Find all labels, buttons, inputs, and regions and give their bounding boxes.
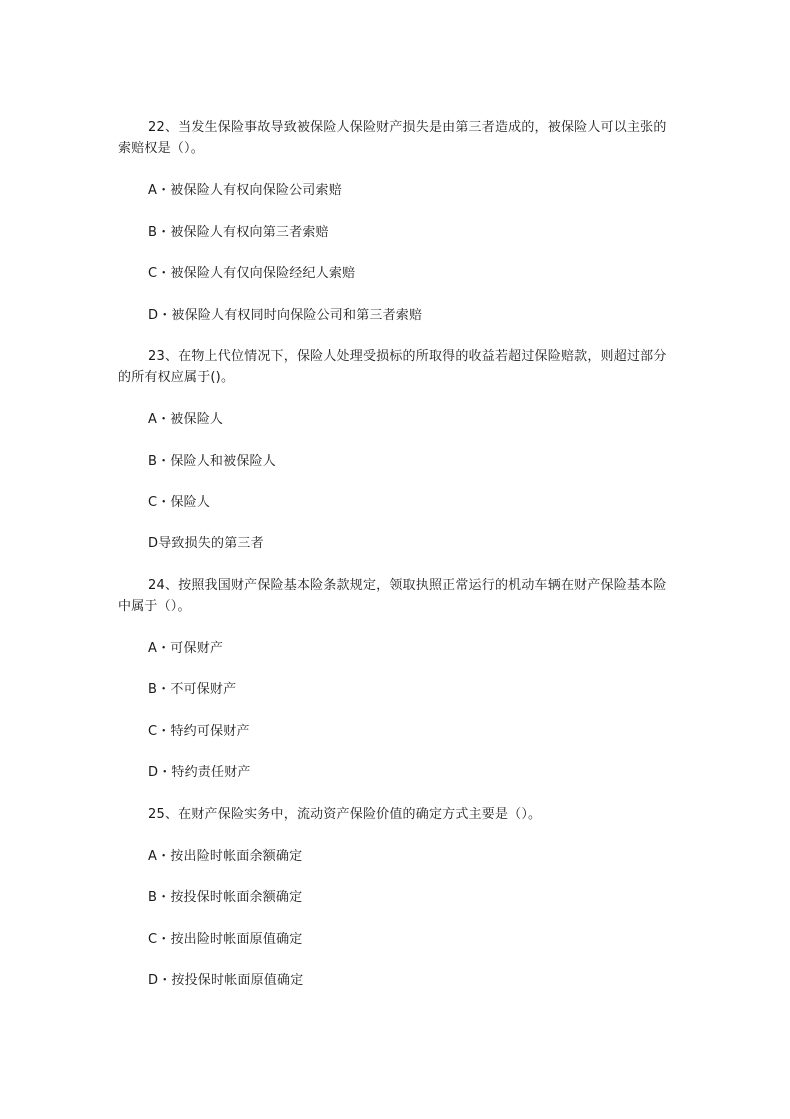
question-24-stem: 24、按照我国财产保险基本险条款规定，领取执照正常运行的机动车辆在财产保险基本险中属于（）。 [118, 578, 667, 614]
question-23-stem: 23、在物上代位情况下，保险人处理受损标的所取得的收益若超过保险赔款，则超过部分的所有权应属于()。 [118, 349, 667, 385]
question-25-stem: 25、在财产保险实务中，流动资产保险价值的确定方式主要是（）。 [148, 807, 542, 822]
question-22-stem: 22、当发生保险事故导致被保险人保险财产损失是由第三者造成的，被保险人可以主张的索赔权是（）。 [118, 120, 667, 156]
question-25-option-c: C・按出险时帐面原值确定 [148, 932, 303, 947]
question-25-option-a: A・按出险时帐面余额确定 [148, 849, 303, 864]
question-22-option-b: B・被保险人有权向第三者索赔 [148, 225, 329, 240]
question-22-option-a: A・被保险人有权向保险公司索赔 [148, 183, 342, 198]
question-22-option-c: C・被保险人有仅向保险经纪人索赔 [148, 266, 356, 281]
question-22-option-d: D・被保险人有权同时向保险公司和第三者索赔 [148, 308, 423, 323]
question-23-option-a: A・被保险人 [148, 412, 224, 427]
question-23-option-c: C・保险人 [148, 495, 211, 510]
question-25-option-b: B・按投保时帐面余额确定 [148, 890, 303, 905]
question-24-option-a: A・可保财产 [148, 641, 224, 656]
question-25-option-d: D・按投保时帐面原值确定 [148, 973, 304, 988]
question-23-option-b: B・保险人和被保险人 [148, 454, 276, 469]
question-24-option-c: C・特约可保财产 [148, 724, 250, 739]
question-24-option-d: D・特约责任财产 [148, 765, 251, 780]
question-23-option-d: D导致损失的第三者 [148, 536, 264, 551]
question-24-option-b: B・不可保财产 [148, 682, 237, 697]
